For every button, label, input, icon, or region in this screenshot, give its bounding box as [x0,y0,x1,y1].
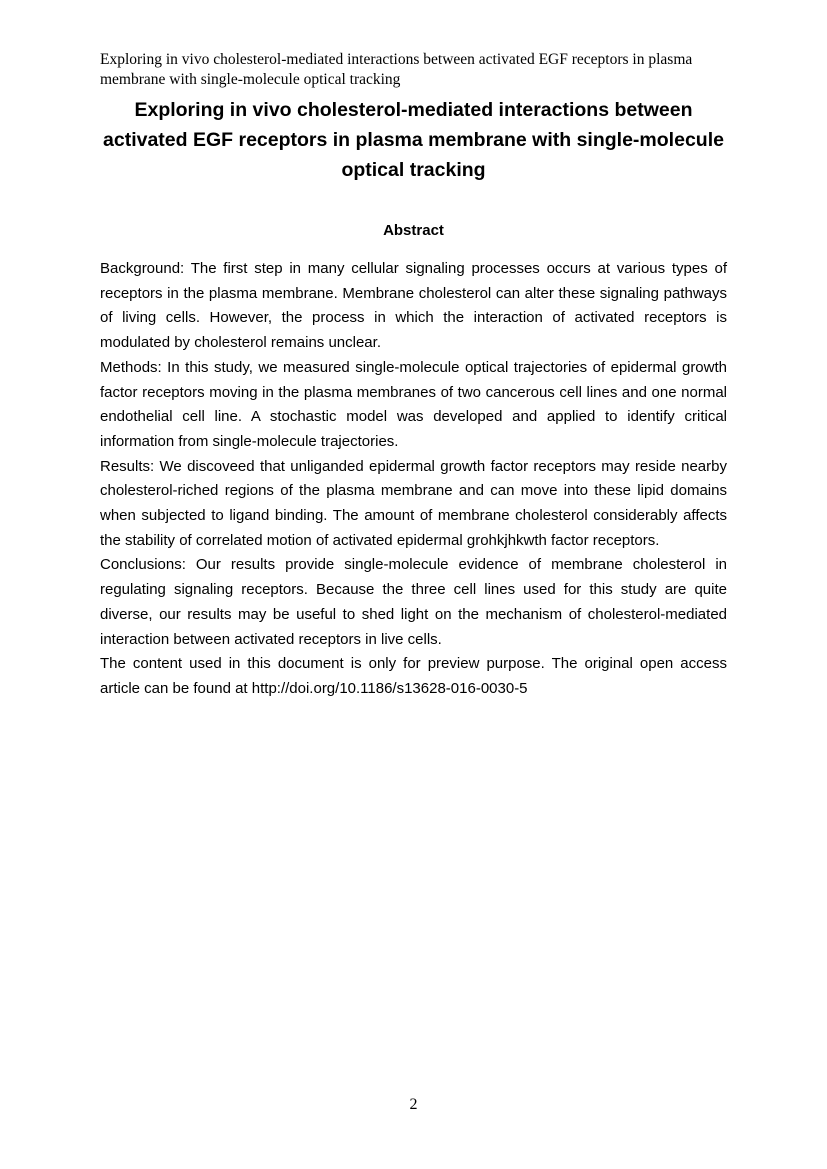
abstract-results: Results: We discoveed that unliganded epidermal growth factor receptors may reside nearby cholesterol-riched regions of the plasma membrane and can move into these lipid domains when subjected to ligand binding. The amount of membrane cholesterol considerably affects the stability of correlated motion of activated epidermal grohkjhkwth factor receptors. [100,457,727,549]
abstract-background: Background: The first step in many cellular signaling processes occurs at various types of receptors in the plasma membrane. Membrane cholesterol can alter these signaling pathways of living cells. However, the process in which the interaction of activated receptors is modulated by cholesterol remains unclear. [100,260,727,352]
paper-title: Exploring in vivo cholesterol-mediated interactions between activated EGF receptors in plasma membrane with single-molecule optical tracking [103,99,724,181]
running-header: Exploring in vivo cholesterol-mediated interactions between activated EGF receptors in plasma membrane with single-molecule optical tracking [100,51,693,88]
abstract-body [100,257,727,702]
preview-notice: The content used in this document is only for preview purpose. The original open access article can be found at http://doi.org/10.1186/s13628-016-0030-5 [100,655,727,697]
page-number: 2 [409,1096,418,1113]
abstract-methods: Methods: In this study, we measured single-molecule optical trajectories of epidermal growth factor receptors moving in the plasma membranes of two cancerous cell lines and one normal endothelial cell line. A stochastic model was developed and applied to identify critical information from single-molecule trajectories. [100,358,727,450]
abstract-heading: Abstract [383,222,444,239]
abstract-conclusions: Conclusions: Our results provide single-molecule evidence of membrane cholesterol in regulating signaling receptors. Because the three cell lines used for this study are quite diverse, our results may be useful to shed light on the mechanism of cholesterol-mediated interaction between activated receptors in live cells. [100,556,727,648]
